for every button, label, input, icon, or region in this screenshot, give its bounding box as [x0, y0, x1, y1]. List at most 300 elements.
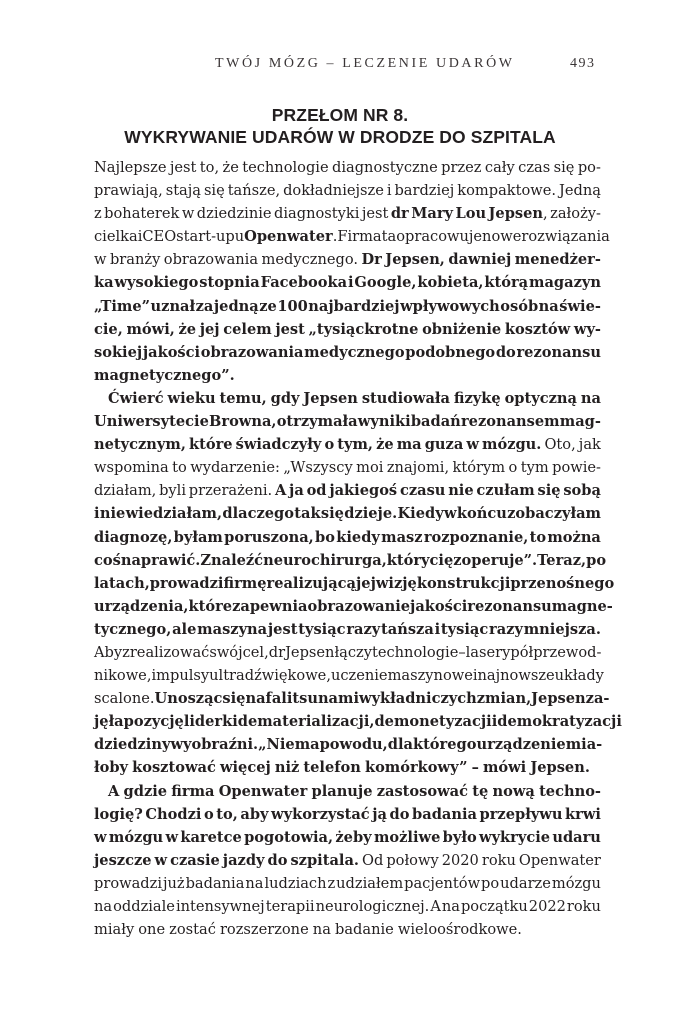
bold-text: celem	[223, 320, 272, 338]
bold-text: rezonansem	[460, 413, 560, 431]
word	[335, 918, 394, 941]
bold-text: jazdy	[222, 851, 265, 869]
word	[200, 318, 220, 341]
regular-text: z	[327, 874, 336, 892]
word	[316, 895, 430, 918]
bold-text: Dr	[361, 251, 382, 269]
word	[398, 918, 522, 941]
word	[159, 479, 186, 502]
word	[292, 687, 359, 710]
regular-text: założy-	[550, 205, 601, 223]
word	[430, 549, 454, 572]
word	[94, 410, 209, 433]
word	[245, 872, 263, 895]
regular-text: to,	[199, 159, 220, 176]
regular-text: diagnostyczne	[332, 159, 438, 176]
word	[544, 433, 575, 456]
text-line	[94, 271, 601, 294]
word	[387, 456, 449, 479]
word	[586, 549, 606, 572]
bold-text: mówi	[482, 759, 527, 777]
bold-text: poruszona,	[224, 528, 314, 546]
regular-text: i	[472, 667, 478, 685]
bold-text: fali	[265, 690, 293, 708]
regular-text: początku	[460, 898, 528, 915]
word	[94, 826, 107, 849]
word	[472, 780, 488, 803]
regular-text: na	[312, 921, 331, 939]
word	[405, 341, 495, 364]
word	[457, 179, 556, 202]
word	[122, 641, 209, 664]
regular-text: Aby	[94, 643, 123, 661]
regular-text: o	[508, 459, 518, 477]
word	[530, 526, 546, 549]
word	[411, 410, 461, 433]
bold-text: Ćwierć	[108, 389, 164, 407]
word	[530, 756, 590, 779]
word	[382, 225, 397, 248]
word	[242, 156, 328, 179]
regular-text: prawiają,	[94, 182, 163, 200]
word	[385, 248, 445, 271]
bold-text: A	[274, 482, 287, 500]
regular-text: w	[94, 251, 107, 269]
running-head	[0, 56, 680, 76]
word	[209, 664, 331, 687]
word	[94, 479, 156, 502]
bold-text: bo	[315, 528, 335, 546]
bold-text: dla	[387, 736, 413, 754]
word	[268, 849, 288, 872]
bold-text: do	[495, 343, 516, 361]
bold-text: badań	[410, 413, 461, 431]
text-line	[94, 248, 601, 271]
word	[524, 618, 601, 641]
word	[271, 387, 300, 410]
word	[381, 526, 422, 549]
word	[453, 456, 506, 479]
bold-text: ze	[259, 297, 277, 315]
word	[261, 271, 347, 294]
bold-text: w	[466, 436, 479, 454]
word	[94, 872, 162, 895]
word	[555, 664, 604, 687]
bold-text: gdzie	[123, 782, 168, 800]
word	[94, 271, 114, 294]
bold-text: się	[320, 505, 344, 523]
bold-text: planuje	[311, 782, 373, 800]
regular-text: jest	[169, 159, 197, 176]
word	[240, 803, 268, 826]
word	[155, 687, 223, 710]
bold-text: Google,	[354, 274, 417, 292]
text-line	[94, 341, 601, 364]
word	[362, 202, 389, 225]
word	[336, 526, 380, 549]
regular-text: neurologicznej.	[315, 898, 430, 915]
word	[374, 826, 440, 849]
regular-text: cielka	[94, 228, 138, 246]
word	[413, 733, 477, 756]
word	[400, 479, 445, 502]
word	[269, 641, 285, 664]
word	[126, 318, 174, 341]
word	[223, 156, 239, 179]
word	[108, 387, 164, 410]
word	[163, 872, 185, 895]
word	[94, 341, 142, 364]
bold-text: i	[491, 713, 498, 731]
heading-line-2: WYKRYWANIE UDARÓW W DRODZE DO SZPITALA	[124, 127, 556, 147]
bold-text: maszyna	[197, 620, 268, 638]
bold-text: liderki	[183, 713, 238, 731]
bold-text: i	[94, 505, 100, 523]
text-line	[94, 526, 601, 549]
word	[275, 756, 299, 779]
word	[538, 479, 561, 502]
bold-text: mówi,	[126, 320, 175, 338]
regular-text: one	[138, 921, 166, 939]
regular-text: zrealizować	[122, 643, 210, 661]
text-line	[94, 733, 601, 756]
regular-text: czas	[518, 159, 551, 176]
regular-text: roku	[566, 898, 601, 915]
bold-text: w	[154, 851, 168, 869]
word	[422, 318, 501, 341]
word	[94, 710, 124, 733]
bold-text: wpływowych	[400, 297, 500, 315]
word	[458, 641, 465, 664]
word	[290, 849, 359, 872]
bold-text: łoby	[94, 759, 129, 777]
word	[303, 756, 360, 779]
regular-text: prowadzi	[94, 874, 162, 892]
word	[320, 733, 388, 756]
bold-text: tysiąc	[298, 620, 346, 638]
regular-text: oddziale	[113, 898, 175, 915]
word	[223, 572, 266, 595]
bold-text: –	[471, 759, 479, 777]
regular-text: technologie	[371, 643, 459, 661]
word	[552, 456, 601, 479]
word	[529, 271, 601, 294]
word	[307, 479, 327, 502]
word	[521, 225, 609, 248]
regular-text: technologie	[242, 159, 329, 176]
regular-text: najnowsze	[477, 667, 555, 685]
text-line	[94, 456, 601, 479]
bold-text: guza	[424, 436, 464, 454]
bold-text: dziedziny	[94, 736, 171, 754]
word	[388, 733, 413, 756]
bold-text: jest	[275, 320, 305, 338]
word	[114, 271, 198, 294]
word	[197, 618, 267, 641]
word	[100, 502, 125, 525]
word	[390, 803, 410, 826]
bold-text: w	[165, 828, 179, 846]
bold-text: wykrycie	[479, 828, 551, 846]
word	[94, 849, 152, 872]
bold-text: nie	[99, 505, 126, 523]
regular-text: i	[137, 228, 143, 246]
word	[448, 248, 511, 271]
word	[222, 502, 294, 525]
bold-text: rezonansu	[467, 597, 552, 615]
regular-text: którym	[452, 459, 506, 477]
word	[411, 202, 453, 225]
regular-text: terapii	[265, 898, 315, 915]
word	[454, 387, 501, 410]
bold-text: wyobraźni.	[170, 736, 259, 754]
bold-text: telefon	[303, 759, 361, 777]
word	[223, 318, 271, 341]
bold-text: sokiej	[94, 343, 143, 361]
bold-text: końcu	[456, 505, 507, 523]
word	[285, 641, 334, 664]
bold-text: jakiegoś	[329, 482, 398, 500]
word	[94, 318, 123, 341]
bold-text: komórkowy”	[364, 759, 468, 777]
bold-text: które	[188, 436, 233, 454]
regular-text: roku	[481, 851, 516, 869]
word	[510, 641, 601, 664]
word	[189, 479, 272, 502]
word	[554, 156, 575, 179]
bold-text: szpitala.	[290, 851, 359, 869]
word	[377, 780, 468, 803]
regular-text: dziedzinie	[196, 205, 272, 223]
regular-text: udziałem	[336, 874, 404, 892]
text-line	[94, 780, 601, 803]
word	[560, 410, 601, 433]
word	[430, 895, 441, 918]
bold-text: neurochirurga,	[263, 551, 387, 569]
word	[361, 248, 381, 271]
bold-text: cie,	[94, 320, 123, 338]
bold-text: wieku	[167, 389, 216, 407]
word	[94, 179, 163, 202]
word	[171, 780, 214, 803]
bold-text: najbardziej	[308, 297, 400, 315]
bold-text: mózgu.	[482, 436, 542, 454]
bold-text: dematerializacji,	[237, 713, 375, 731]
regular-text: się	[553, 159, 575, 176]
regular-text: łączy	[334, 643, 372, 661]
bold-text: kosztować	[132, 759, 216, 777]
regular-text: .	[332, 228, 338, 246]
bold-text: menedżer-	[514, 251, 601, 269]
word	[482, 433, 541, 456]
bold-text: „tysiąckrotne	[308, 320, 419, 338]
word	[455, 202, 486, 225]
word	[104, 202, 179, 225]
bold-text: razy	[346, 620, 381, 638]
regular-text: Od	[362, 851, 384, 869]
bold-text: tsunami	[292, 690, 359, 708]
word	[510, 572, 614, 595]
regular-text: Openwater	[518, 851, 601, 869]
word	[559, 179, 601, 202]
word	[332, 156, 438, 179]
bold-text: niż	[274, 759, 300, 777]
bold-text: diagnozę,	[94, 528, 173, 546]
bold-text: wykorzystać	[271, 805, 370, 823]
text-line	[94, 756, 601, 779]
word	[331, 664, 388, 687]
word	[289, 479, 304, 502]
bold-text: gdy	[270, 389, 300, 407]
regular-text: „Wszyscy	[283, 459, 353, 477]
word	[481, 872, 499, 895]
bold-text: pozycję	[123, 713, 184, 731]
regular-text: zostać	[169, 921, 216, 939]
regular-text: pacjentów	[404, 874, 481, 892]
text-line	[94, 572, 615, 595]
regular-text: obrazowania	[163, 251, 259, 269]
word	[244, 826, 333, 849]
bold-text: o	[203, 805, 214, 823]
bold-text: można	[547, 528, 601, 546]
word	[176, 895, 265, 918]
word	[315, 526, 335, 549]
bold-text: świadczyły	[235, 436, 322, 454]
word	[492, 780, 534, 803]
word	[372, 641, 458, 664]
bold-text: udaru	[552, 828, 601, 846]
word	[337, 225, 381, 248]
word	[356, 572, 376, 595]
word	[435, 618, 441, 641]
bold-text: krwi	[565, 805, 601, 823]
word	[94, 618, 171, 641]
word	[579, 433, 601, 456]
word	[453, 549, 537, 572]
regular-text: stają	[165, 182, 201, 200]
regular-text: Oto,	[544, 436, 576, 454]
bold-text: tysiąc	[440, 620, 489, 638]
word	[425, 433, 464, 456]
text-line	[94, 641, 601, 664]
regular-text: działam,	[94, 482, 157, 500]
word	[586, 687, 610, 710]
bold-text: tak	[294, 505, 321, 523]
word	[442, 895, 460, 918]
bold-text: tym,	[337, 436, 373, 454]
bold-text: netycznym,	[94, 436, 186, 454]
regular-text: znajomi,	[386, 459, 450, 477]
word	[169, 918, 216, 941]
bold-text: badania	[412, 805, 477, 823]
bold-text: do	[267, 851, 288, 869]
bold-text: czułam	[476, 482, 535, 500]
regular-text: na	[441, 898, 460, 915]
word	[337, 433, 373, 456]
word	[94, 156, 166, 179]
word	[489, 202, 548, 225]
bold-text: prowadzi	[149, 574, 224, 592]
bold-text: więcej	[219, 759, 271, 777]
word	[266, 687, 293, 710]
word	[182, 202, 195, 225]
text-line	[94, 872, 601, 895]
word	[507, 502, 601, 525]
word	[476, 733, 565, 756]
word	[461, 895, 528, 918]
regular-text: diagnostyki	[274, 205, 360, 223]
regular-text: CEO	[142, 228, 177, 246]
word	[219, 780, 308, 803]
word	[298, 618, 345, 641]
word	[376, 433, 394, 456]
word	[376, 572, 417, 595]
bold-text: zobaczyłam	[507, 505, 601, 523]
bold-text: jej	[356, 574, 376, 592]
word	[552, 826, 601, 849]
bold-text: Znaleźć	[200, 551, 264, 569]
bold-text: temu,	[219, 389, 267, 407]
word	[259, 295, 277, 318]
bold-text: możliwe	[373, 828, 441, 846]
bold-text: mózgu	[108, 828, 164, 846]
bold-text: obrazowania	[200, 343, 304, 361]
word	[336, 872, 403, 895]
bold-text: jeszcze	[94, 851, 152, 869]
bold-text: jest	[267, 620, 298, 638]
bold-text: Uniwersytecie	[94, 413, 209, 431]
word	[238, 710, 375, 733]
bold-text: którego	[412, 736, 477, 754]
word	[232, 595, 307, 618]
regular-text: swój	[209, 643, 243, 661]
bold-text: przenośnego	[510, 574, 615, 592]
word	[348, 271, 354, 294]
regular-text: lasery	[465, 643, 511, 661]
word	[303, 387, 358, 410]
bold-text: razy	[489, 620, 523, 638]
word	[496, 341, 516, 364]
word	[244, 225, 337, 248]
bold-text: do	[389, 805, 410, 823]
regular-text: rozszerzone	[219, 921, 309, 939]
bold-text: Openwater	[244, 228, 333, 246]
page-number: 493	[570, 56, 596, 71]
bold-text: Mary	[411, 205, 453, 223]
word	[559, 295, 601, 318]
regular-text: Jepsen	[285, 643, 335, 661]
word	[94, 733, 170, 756]
word	[178, 318, 196, 341]
text-line	[94, 318, 601, 341]
word	[94, 295, 150, 318]
word	[509, 456, 518, 479]
word	[567, 895, 601, 918]
regular-text: impulsy	[151, 667, 210, 685]
bold-text: mag-	[559, 413, 601, 431]
word	[565, 803, 601, 826]
word	[94, 248, 107, 271]
regular-text: jak	[578, 436, 601, 454]
bold-text: czasu	[399, 482, 446, 500]
word	[537, 549, 586, 572]
regular-text: przerażeni.	[188, 482, 273, 500]
bold-text: zmian,	[476, 690, 532, 708]
bold-text: się	[537, 482, 561, 500]
bold-text: Jepsen	[531, 690, 586, 708]
bold-text: Openwater	[218, 782, 308, 800]
word	[482, 849, 516, 872]
